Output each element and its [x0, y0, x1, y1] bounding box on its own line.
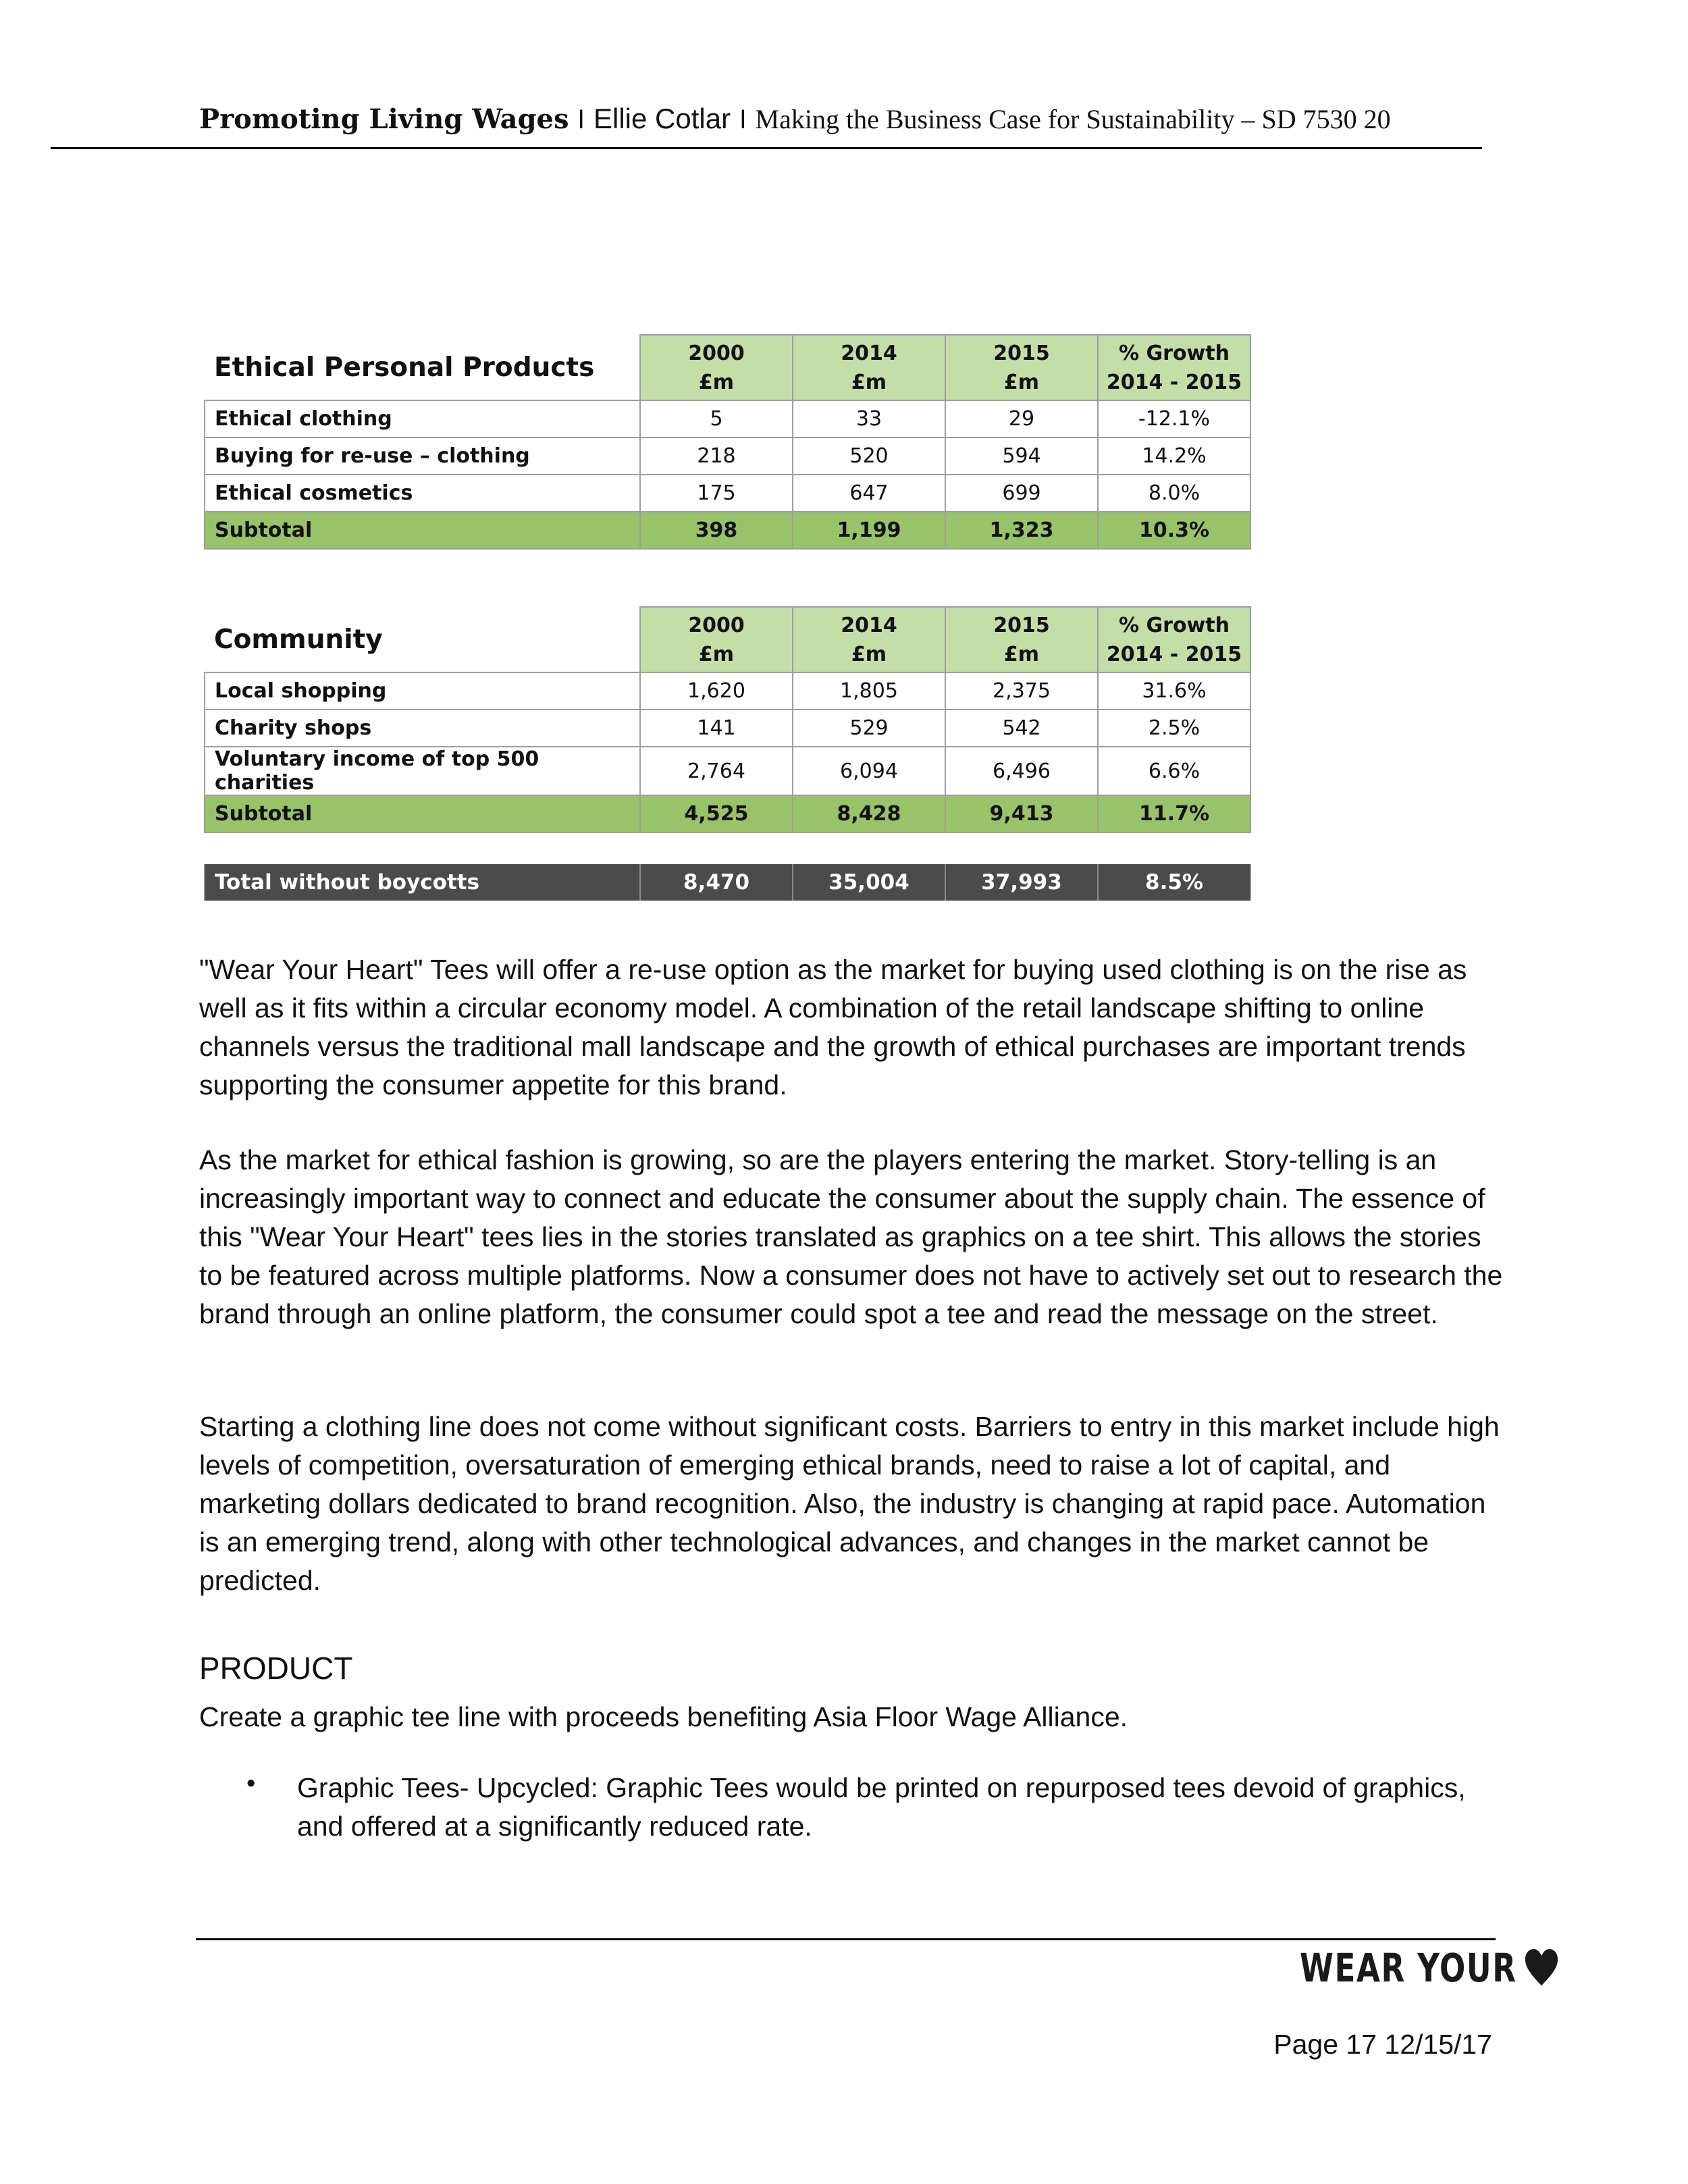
paragraph-reuse: "Wear Your Heart" Tees will offer a re-use option as the market for buying used clothing is on the rise as well as it fits within a circular economy model. A combination of the retail landscape shifting to online channels versus the traditional mall landscape and the growth of ethical purchases are important trends supporting the consumer appetite for this brand. — [199, 954, 1467, 1100]
cell-2014: 1,199 — [793, 512, 945, 549]
total-row — [205, 864, 1250, 901]
table-header-row — [205, 607, 1250, 672]
cell-2014: 520 — [793, 437, 945, 475]
community-table — [204, 606, 1251, 833]
row-label: Subtotal — [205, 795, 640, 832]
column-header: % Growth 2014 - 2015 — [1098, 335, 1250, 400]
heart-icon — [1525, 1949, 1558, 1987]
ethical-products-table — [204, 334, 1251, 550]
community-table-caption: Community — [214, 624, 383, 655]
brand-logo — [1300, 1938, 1558, 1998]
cell-2015: 1,323 — [945, 512, 1098, 549]
cell-growth: 31.6% — [1098, 672, 1250, 710]
cell-2000: 218 — [640, 437, 793, 475]
cell-2014: 1,805 — [793, 672, 945, 710]
table-row — [205, 672, 1250, 710]
cell-growth: 8.5% — [1098, 864, 1250, 901]
cell-2015: 6,496 — [945, 747, 1098, 795]
cell-2000: 175 — [640, 475, 793, 512]
cell-2014: 33 — [793, 400, 945, 437]
row-label: Voluntary income of top 500 charities — [205, 747, 640, 795]
bullet-upcycled-tees: Graphic Tees- Upcycled: Graphic Tees would be printed on repurposed tees devoid of graphics, and offered at a significantly reduced rate. — [297, 1772, 1466, 1842]
page-number: Page 17 12/15/17 — [1273, 2029, 1492, 2060]
cell-2015: 594 — [945, 437, 1098, 475]
section-heading-product: PRODUCT — [199, 1651, 353, 1686]
cell-2014: 6,094 — [793, 747, 945, 795]
cell-growth: 14.2% — [1098, 437, 1250, 475]
column-header: 2000 £m — [640, 335, 793, 400]
cell-growth: -12.1% — [1098, 400, 1250, 437]
table-row — [205, 710, 1250, 747]
cell-growth: 6.6% — [1098, 747, 1250, 795]
paragraph-product: Create a graphic tee line with proceeds benefiting Asia Floor Wage Alliance. — [199, 1701, 1128, 1732]
cell-2014: 35,004 — [793, 864, 945, 901]
header-course: Making the Business Case for Sustainability – SD 7530 20 — [755, 104, 1391, 134]
cell-2000: 1,620 — [640, 672, 793, 710]
row-label: Local shopping — [205, 672, 640, 710]
header-rule — [51, 147, 1482, 149]
cell-growth: 10.3% — [1098, 512, 1250, 549]
cell-growth: 2.5% — [1098, 710, 1250, 747]
row-label: Total without boycotts — [205, 864, 640, 901]
paragraph-barriers: Starting a clothing line does not come without significant costs. Barriers to entry in this market include high levels of competition, oversaturation of emerging ethical brands, need to raise a lot of capital, and marketing dollars dedicated to brand recognition. Also, the industry is changing at rapid pace. Automation is an emerging trend, along with other technological advances, and changes in the market cannot be predicted. — [199, 1411, 1500, 1596]
cell-2000: 4,525 — [640, 795, 793, 832]
column-header: 2014 £m — [793, 607, 945, 672]
column-header: 2015 £m — [945, 335, 1098, 400]
running-header — [199, 100, 1469, 138]
table-row — [205, 475, 1250, 512]
cell-2000: 398 — [640, 512, 793, 549]
cell-2000: 2,764 — [640, 747, 793, 795]
cell-2014: 647 — [793, 475, 945, 512]
column-header: % Growth 2014 - 2015 — [1098, 607, 1250, 672]
header-separator-2: l — [740, 106, 746, 134]
cell-growth: 8.0% — [1098, 475, 1250, 512]
cell-2014: 8,428 — [793, 795, 945, 832]
cell-2000: 8,470 — [640, 864, 793, 901]
table-row — [205, 437, 1250, 475]
row-label: Charity shops — [205, 710, 640, 747]
header-author: Ellie Cotlar — [593, 103, 731, 134]
table-row — [205, 747, 1250, 795]
subtotal-row — [205, 512, 1250, 549]
ethical-table-caption: Ethical Personal Products — [214, 352, 595, 383]
cell-2000: 5 — [640, 400, 793, 437]
row-label: Ethical cosmetics — [205, 475, 640, 512]
cell-2015: 699 — [945, 475, 1098, 512]
subtotal-row — [205, 795, 1250, 832]
bullet-marker: • — [246, 1769, 256, 1798]
header-title: Promoting Living Wages — [199, 103, 569, 135]
paragraph-storytelling: As the market for ethical fashion is growing, so are the players entering the market. Story-telling is an increasingly important way to connect and educate the consumer about the supply chain. The essence of this "Wear Your Heart" tees lies in the stories translated as graphics on a tee shirt. This allows the stories to be featured across multiple platforms. Now a consumer does not have to actively set out to research the brand through an online platform, the consumer could spot a tee and read the message on the street. — [199, 1144, 1503, 1329]
row-label: Ethical clothing — [205, 400, 640, 437]
cell-2015: 542 — [945, 710, 1098, 747]
row-label: Subtotal — [205, 512, 640, 549]
cell-growth: 11.7% — [1098, 795, 1250, 832]
cell-2015: 2,375 — [945, 672, 1098, 710]
cell-2015: 9,413 — [945, 795, 1098, 832]
column-header: 2000 £m — [640, 607, 793, 672]
cell-2014: 529 — [793, 710, 945, 747]
total-table — [204, 864, 1251, 901]
row-label: Buying for re-use – clothing — [205, 437, 640, 475]
cell-2015: 29 — [945, 400, 1098, 437]
cell-2015: 37,993 — [945, 864, 1098, 901]
logo-text: WEAR YOUR — [1300, 1945, 1517, 1991]
header-separator-1: l — [578, 106, 584, 134]
cell-2000: 141 — [640, 710, 793, 747]
table-row — [205, 400, 1250, 437]
column-header: 2015 £m — [945, 607, 1098, 672]
table-header-row — [205, 335, 1250, 400]
column-header: 2014 £m — [793, 335, 945, 400]
